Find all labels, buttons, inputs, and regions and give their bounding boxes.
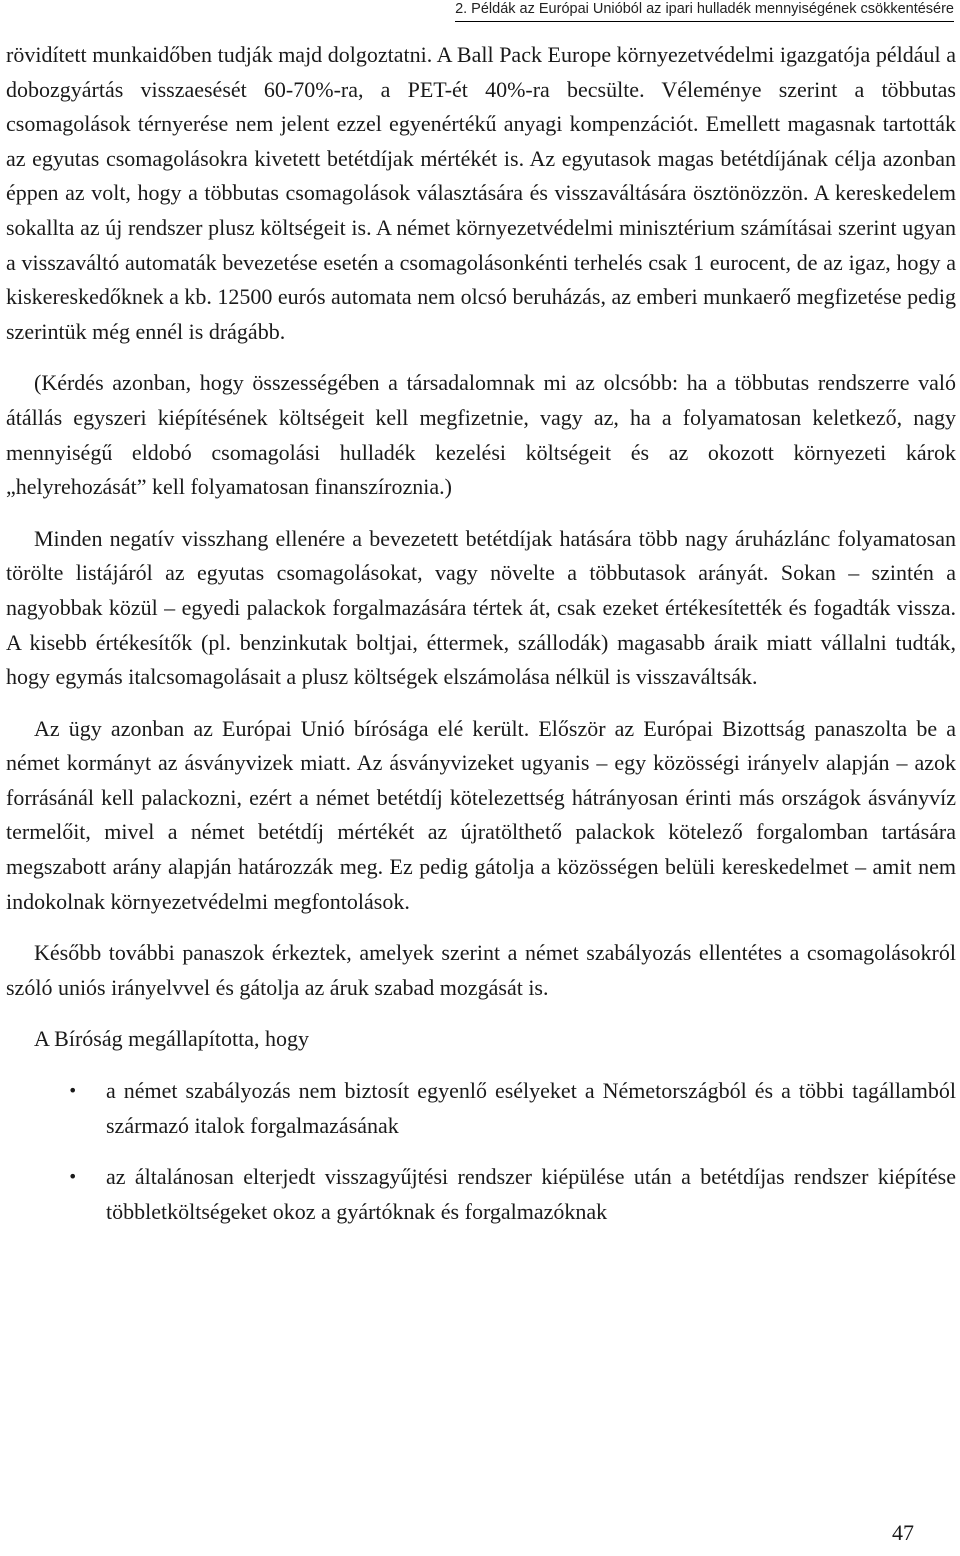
page-number: 47 <box>892 1520 914 1545</box>
paragraph-retail-response: Minden negatív visszhang ellenére a bevezetett betétdíjak hatására több nagy áruházlánc folyamatosan törölte listájáról az egyutas csomagolásokat, vagy növelte a többutasok arányát. Sokan – szintén a nagyobbak közül – egyedi palackok forgalmazására tértek át, csak ezeket értékesítették és fogadták vissza. A kisebb értékesítők (pl. benzinkutak boltjai, éttermek, szállodák) magasabb áraik miatt vállalni tudták, hogy egymás italcsomagolásait a plusz költségek elszámolása nélkül is visszaváltsák. <box>6 525 956 690</box>
bullet-icon: • <box>68 1167 78 1187</box>
list-item-text: az általánosan elterjedt visszagyűjtési rendszer kiépülése után a betétdíjas rendszer kiépítése többletköltségeket okoz a gyártóknak és forgalmazóknak <box>106 1164 956 1224</box>
bullet-icon: • <box>68 1081 78 1101</box>
running-header: 2. Példák az Európai Unióból az ipari hulladék mennyiségének csökkentésére <box>455 0 954 22</box>
paragraph-further-complaints: Később további panaszok érkeztek, amelyek szerint a német szabályozás ellentétes a csomagolásokról szóló uniós irányelvvel és gátolja az áruk szabad mozgását is. <box>6 940 956 1000</box>
list-item-text: a német szabályozás nem biztosít egyenlő esélyeket a Németországból és a többi tagállamból származó italok forgalmazásának <box>106 1078 956 1138</box>
findings-list <box>6 1074 956 1229</box>
paragraph-continuation: rövidített munkaidőben tudják majd dolgoztatni. A Ball Pack Europe környezetvédelmi igazgatója például a dobozgyártás visszaesését 60-70%-ra, a PET-ét 40%-ra becsülte. Véleménye szerint a többutas csomagolások térnyerése nem jelent ezzel egyenértékű anyagi kompenzációt. Emellett magasnak tartották az egyutas csomagolásokra kivetett betétdíjak mértékét is. Az egyutasok magas betétdíjának célja azonban éppen az volt, hogy a többutas csomagolások választására és visszaváltására ösztönözzön. A kereskedelem sokallta az új rendszer plusz költségeit is. A német környezetvédelmi minisztérium számításai szerint ugyan a visszaváltó automaták bevezetése esetén a csomagolásonkénti terhelés csak 1 eurocent, de az igaz, hogy a kiskereskedőknek a kb. 12500 eurós automata nem olcsó beruházás, az emberi munkaerő megfizetése pedig szerintük még ennél is drágább. <box>6 42 956 344</box>
list-item <box>6 1074 956 1143</box>
paragraph-eu-court: Az ügy azonban az Európai Unió bírósága elé került. Először az Európai Bizottság panaszolta be a német kormányt az ásványvizek miatt. Az ásványvizeket ugyanis – egy közösségi irányelv alapján – azok forrásánál kell palackozni, ezért a német betétdíj kötelezettség hátrányosan érinti más országok ásványvíz termelőit, mivel a német betétdíj mértékét az újratölthető palackok kötelező forgalomban tartására megszabott arány alapján határozzák meg. Ez pedig gátolja a közösségen belüli kereskedelmet – amit nem indokolnak környezetvédelmi megfontolások. <box>6 715 956 914</box>
paragraph-question: (Kérdés azonban, hogy összességében a társadalomnak mi az olcsóbb: ha a többutas rendszerre való átállás egyszeri kiépítésének költségeit kell megfizetnie, vagy az, ha a folyamatosan keletkező, nagy mennyiségű eldobó csomagolási hulladék kezelési költségeit és az okozott környezeti károk „helyrehozását” kell folyamatosan finanszíroznia.) <box>6 370 956 500</box>
list-item <box>6 1160 956 1229</box>
body-text <box>6 38 956 1246</box>
paragraph-court-finding: A Bíróság megállapította, hogy <box>34 1026 309 1052</box>
